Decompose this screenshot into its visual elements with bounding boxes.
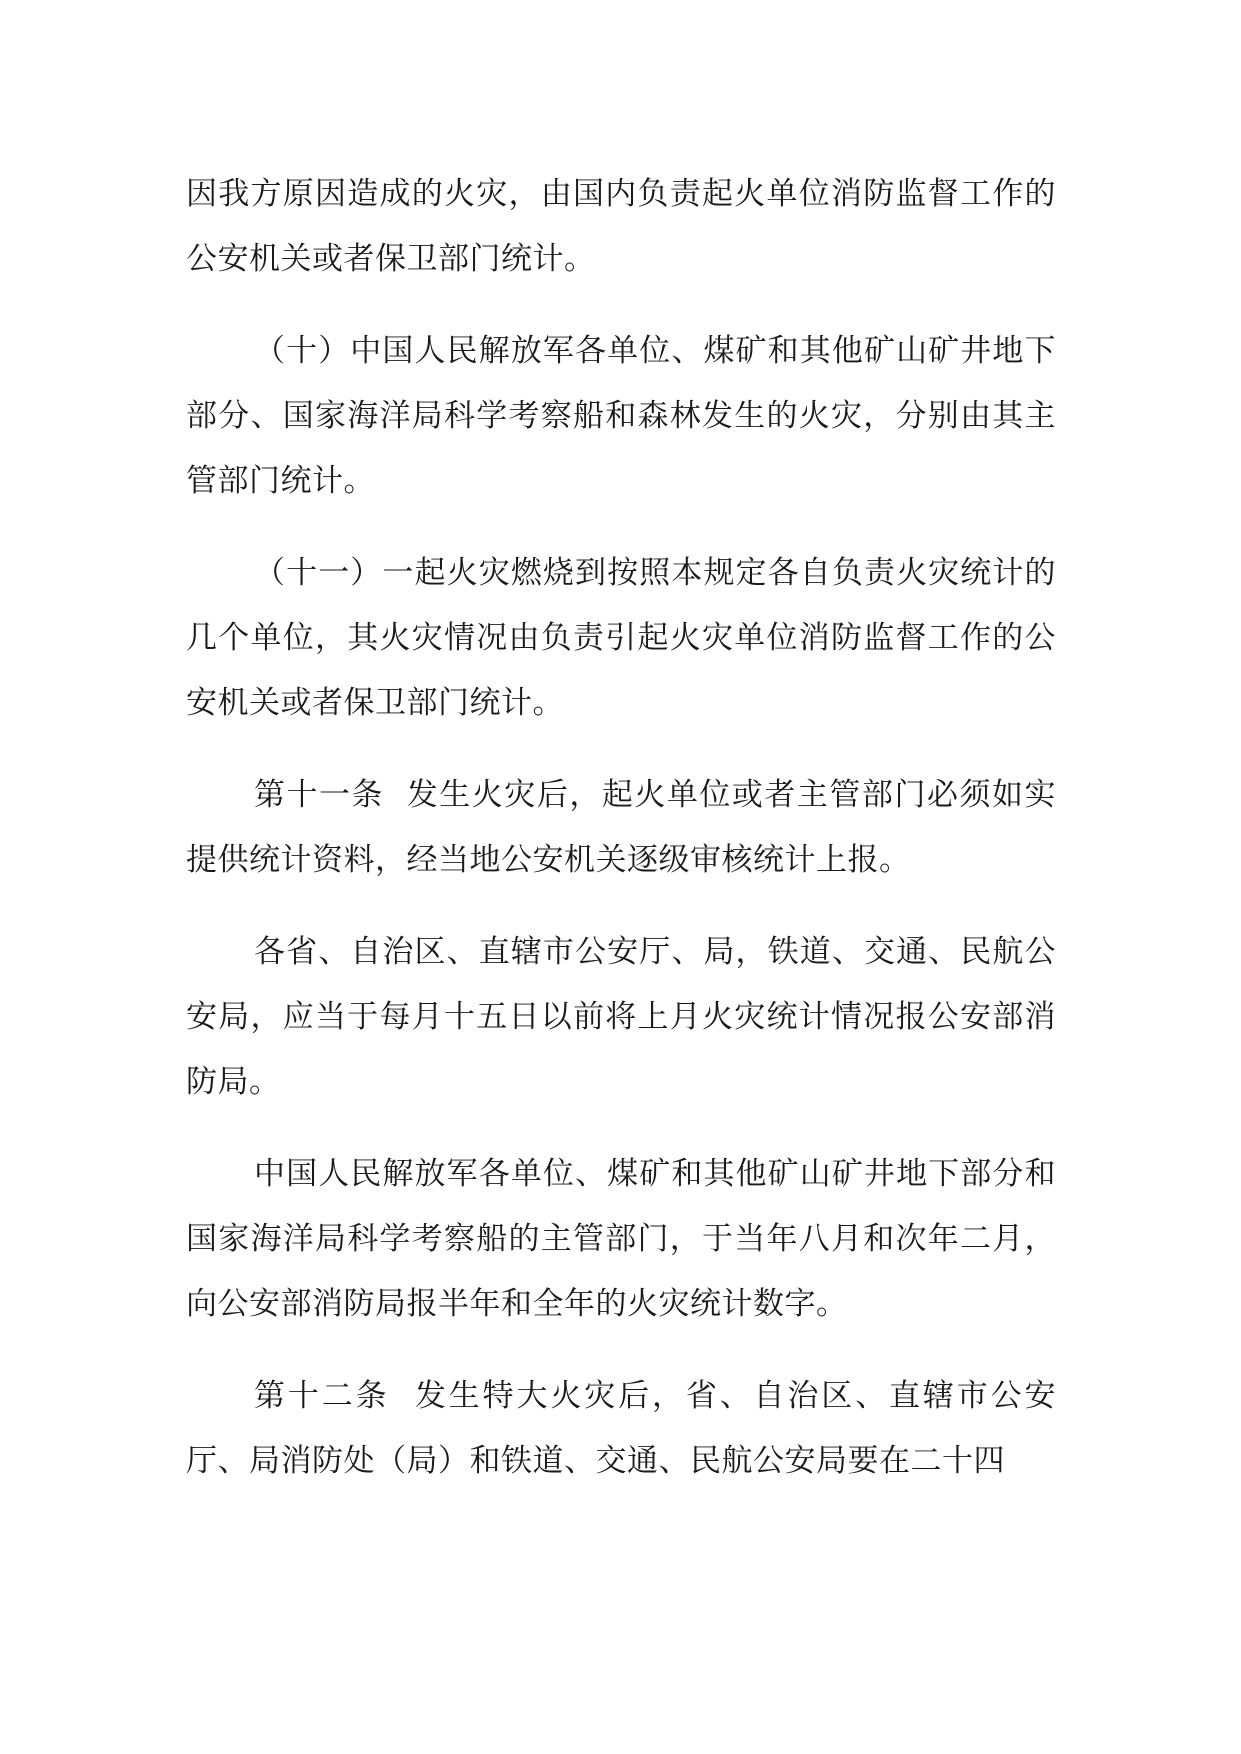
paragraph-item-11: （十一）一起火灾燃烧到按照本规定各自负责火灾统计的几个单位，其火灾情况由负责引起火灾单位消防监督工作的公安机关或者保卫部门统计。 <box>186 555 1056 721</box>
paragraph-article-12: 第十二条 发生特大火灾后，省、自治区、直辖市公安厅、局消防处（局）和铁道、交通、民航公安局要在二十四 <box>186 1378 1056 1479</box>
paragraph-provincial-report: 各省、自治区、直辖市公安厅、局，铁道、交通、民航公安局，应当于每月十五日以前将上月火灾统计情况报公安部消防局。 <box>186 934 1056 1100</box>
paragraph-item-10: （十）中国人民解放军各单位、煤矿和其他矿山矿井地下部分、国家海洋局科学考察船和森林发生的火灾，分别由其主管部门统计。 <box>186 333 1056 499</box>
paragraph-article-11: 第十一条 发生火灾后，起火单位或者主管部门必须如实提供统计资料，经当地公安机关逐级审核统计上报。 <box>186 777 1056 878</box>
paragraph-continuation: 因我方原因造成的火灾，由国内负责起火单位消防监督工作的公安机关或者保卫部门统计。 <box>186 176 1056 277</box>
paragraph-pla-report: 中国人民解放军各单位、煤矿和其他矿山矿井地下部分和国家海洋局科学考察船的主管部门，于当年八月和次年二月，向公安部消防局报半年和全年的火灾统计数字。 <box>186 1156 1056 1322</box>
document-body <box>186 162 1056 1521</box>
